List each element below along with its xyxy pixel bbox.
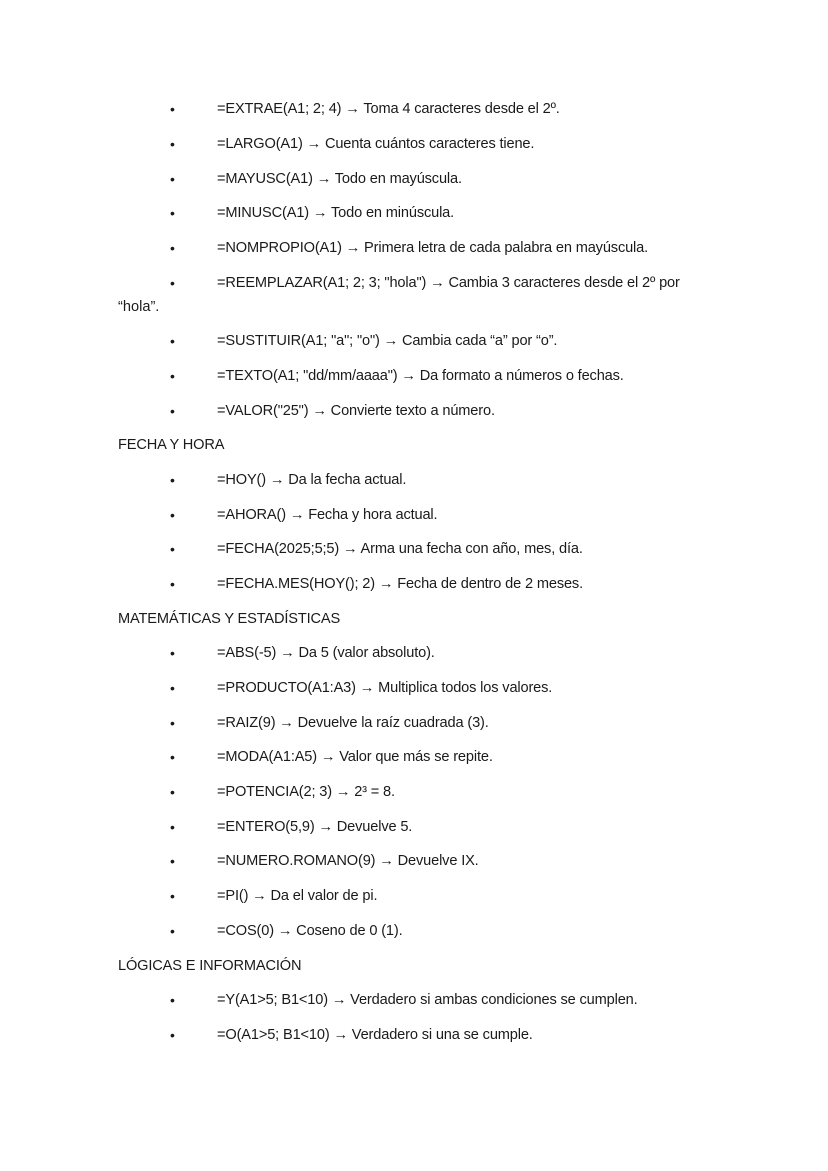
list-item-text: =TEXTO(A1; "dd/mm/aaaa") → Da formato a números o fechas. xyxy=(217,368,624,384)
list-item-text: =LARGO(A1) → Cuenta cuántos caracteres tiene. xyxy=(217,136,535,152)
list-item-text: =REEMPLAZAR(A1; 2; 3; "hola") → Cambia 3 caracteres desde el 2º por xyxy=(217,275,680,291)
bullet-icon: • xyxy=(170,749,175,765)
section-heading: MATEMÁTICAS Y ESTADÍSTICAS xyxy=(118,611,341,627)
list-item-text: =HOY() → Da la fecha actual. xyxy=(217,472,407,488)
bullet-icon: • xyxy=(170,275,175,291)
bullet-icon: • xyxy=(170,368,175,384)
list-item-text: =PI() → Da el valor de pi. xyxy=(217,888,378,904)
list-item-text: =SUSTITUIR(A1; "a"; "o") → Cambia cada “a” por “o”. xyxy=(217,333,558,349)
list-item-text: =ABS(-5) → Da 5 (valor absoluto). xyxy=(217,645,435,661)
bullet-icon: • xyxy=(170,136,175,152)
section-heading: LÓGICAS E INFORMACIÓN xyxy=(118,958,302,974)
bullet-icon: • xyxy=(170,853,175,869)
list-item-text: =FECHA(2025;5;5) → Arma una fecha con año, mes, día. xyxy=(217,541,583,557)
list-item-continuation: “hola”. xyxy=(118,299,160,315)
bullet-icon: • xyxy=(170,403,175,419)
list-item-text: =COS(0) → Coseno de 0 (1). xyxy=(217,923,403,939)
bullet-icon: • xyxy=(170,784,175,800)
bullet-icon: • xyxy=(170,541,175,557)
bullet-icon: • xyxy=(170,205,175,221)
list-item-text: =MODA(A1:A5) → Valor que más se repite. xyxy=(217,749,493,765)
bullet-icon: • xyxy=(170,992,175,1008)
list-item-text: =EXTRAE(A1; 2; 4) → Toma 4 caracteres desde el 2º. xyxy=(217,101,560,117)
list-item-text: =ENTERO(5,9) → Devuelve 5. xyxy=(217,819,413,835)
list-item-text: =NUMERO.ROMANO(9) → Devuelve IX. xyxy=(217,853,479,869)
list-item-text: =PRODUCTO(A1:A3) → Multiplica todos los valores. xyxy=(217,680,553,696)
list-item-text: =MINUSC(A1) → Todo en minúscula. xyxy=(217,205,455,221)
list-item-text: =RAIZ(9) → Devuelve la raíz cuadrada (3). xyxy=(217,715,489,731)
bullet-icon: • xyxy=(170,715,175,731)
list-item-text: =MAYUSC(A1) → Todo en mayúscula. xyxy=(217,171,462,187)
bullet-icon: • xyxy=(170,923,175,939)
bullet-icon: • xyxy=(170,680,175,696)
bullet-icon: • xyxy=(170,576,175,592)
list-item-text: =NOMPROPIO(A1) → Primera letra de cada palabra en mayúscula. xyxy=(217,240,649,256)
list-item-text: =Y(A1>5; B1<10) → Verdadero si ambas condiciones se cumplen. xyxy=(217,992,638,1008)
bullet-icon: • xyxy=(170,888,175,904)
bullet-icon: • xyxy=(170,645,175,661)
list-item-text: =FECHA.MES(HOY(); 2) → Fecha de dentro de 2 meses. xyxy=(217,576,583,592)
bullet-icon: • xyxy=(170,171,175,187)
bullet-icon: • xyxy=(170,240,175,256)
list-item-text: =O(A1>5; B1<10) → Verdadero si una se cumple. xyxy=(217,1027,533,1043)
bullet-icon: • xyxy=(170,507,175,523)
bullet-icon: • xyxy=(170,472,175,488)
bullet-icon: • xyxy=(170,1027,175,1043)
bullet-icon: • xyxy=(170,819,175,835)
list-item-text: =AHORA() → Fecha y hora actual. xyxy=(217,507,438,523)
bullet-icon: • xyxy=(170,333,175,349)
list-item-text: =POTENCIA(2; 3) → 2³ = 8. xyxy=(217,784,395,800)
bullet-icon: • xyxy=(170,101,175,117)
section-heading: FECHA Y HORA xyxy=(118,437,225,453)
list-item-text: =VALOR("25") → Convierte texto a número. xyxy=(217,403,495,419)
